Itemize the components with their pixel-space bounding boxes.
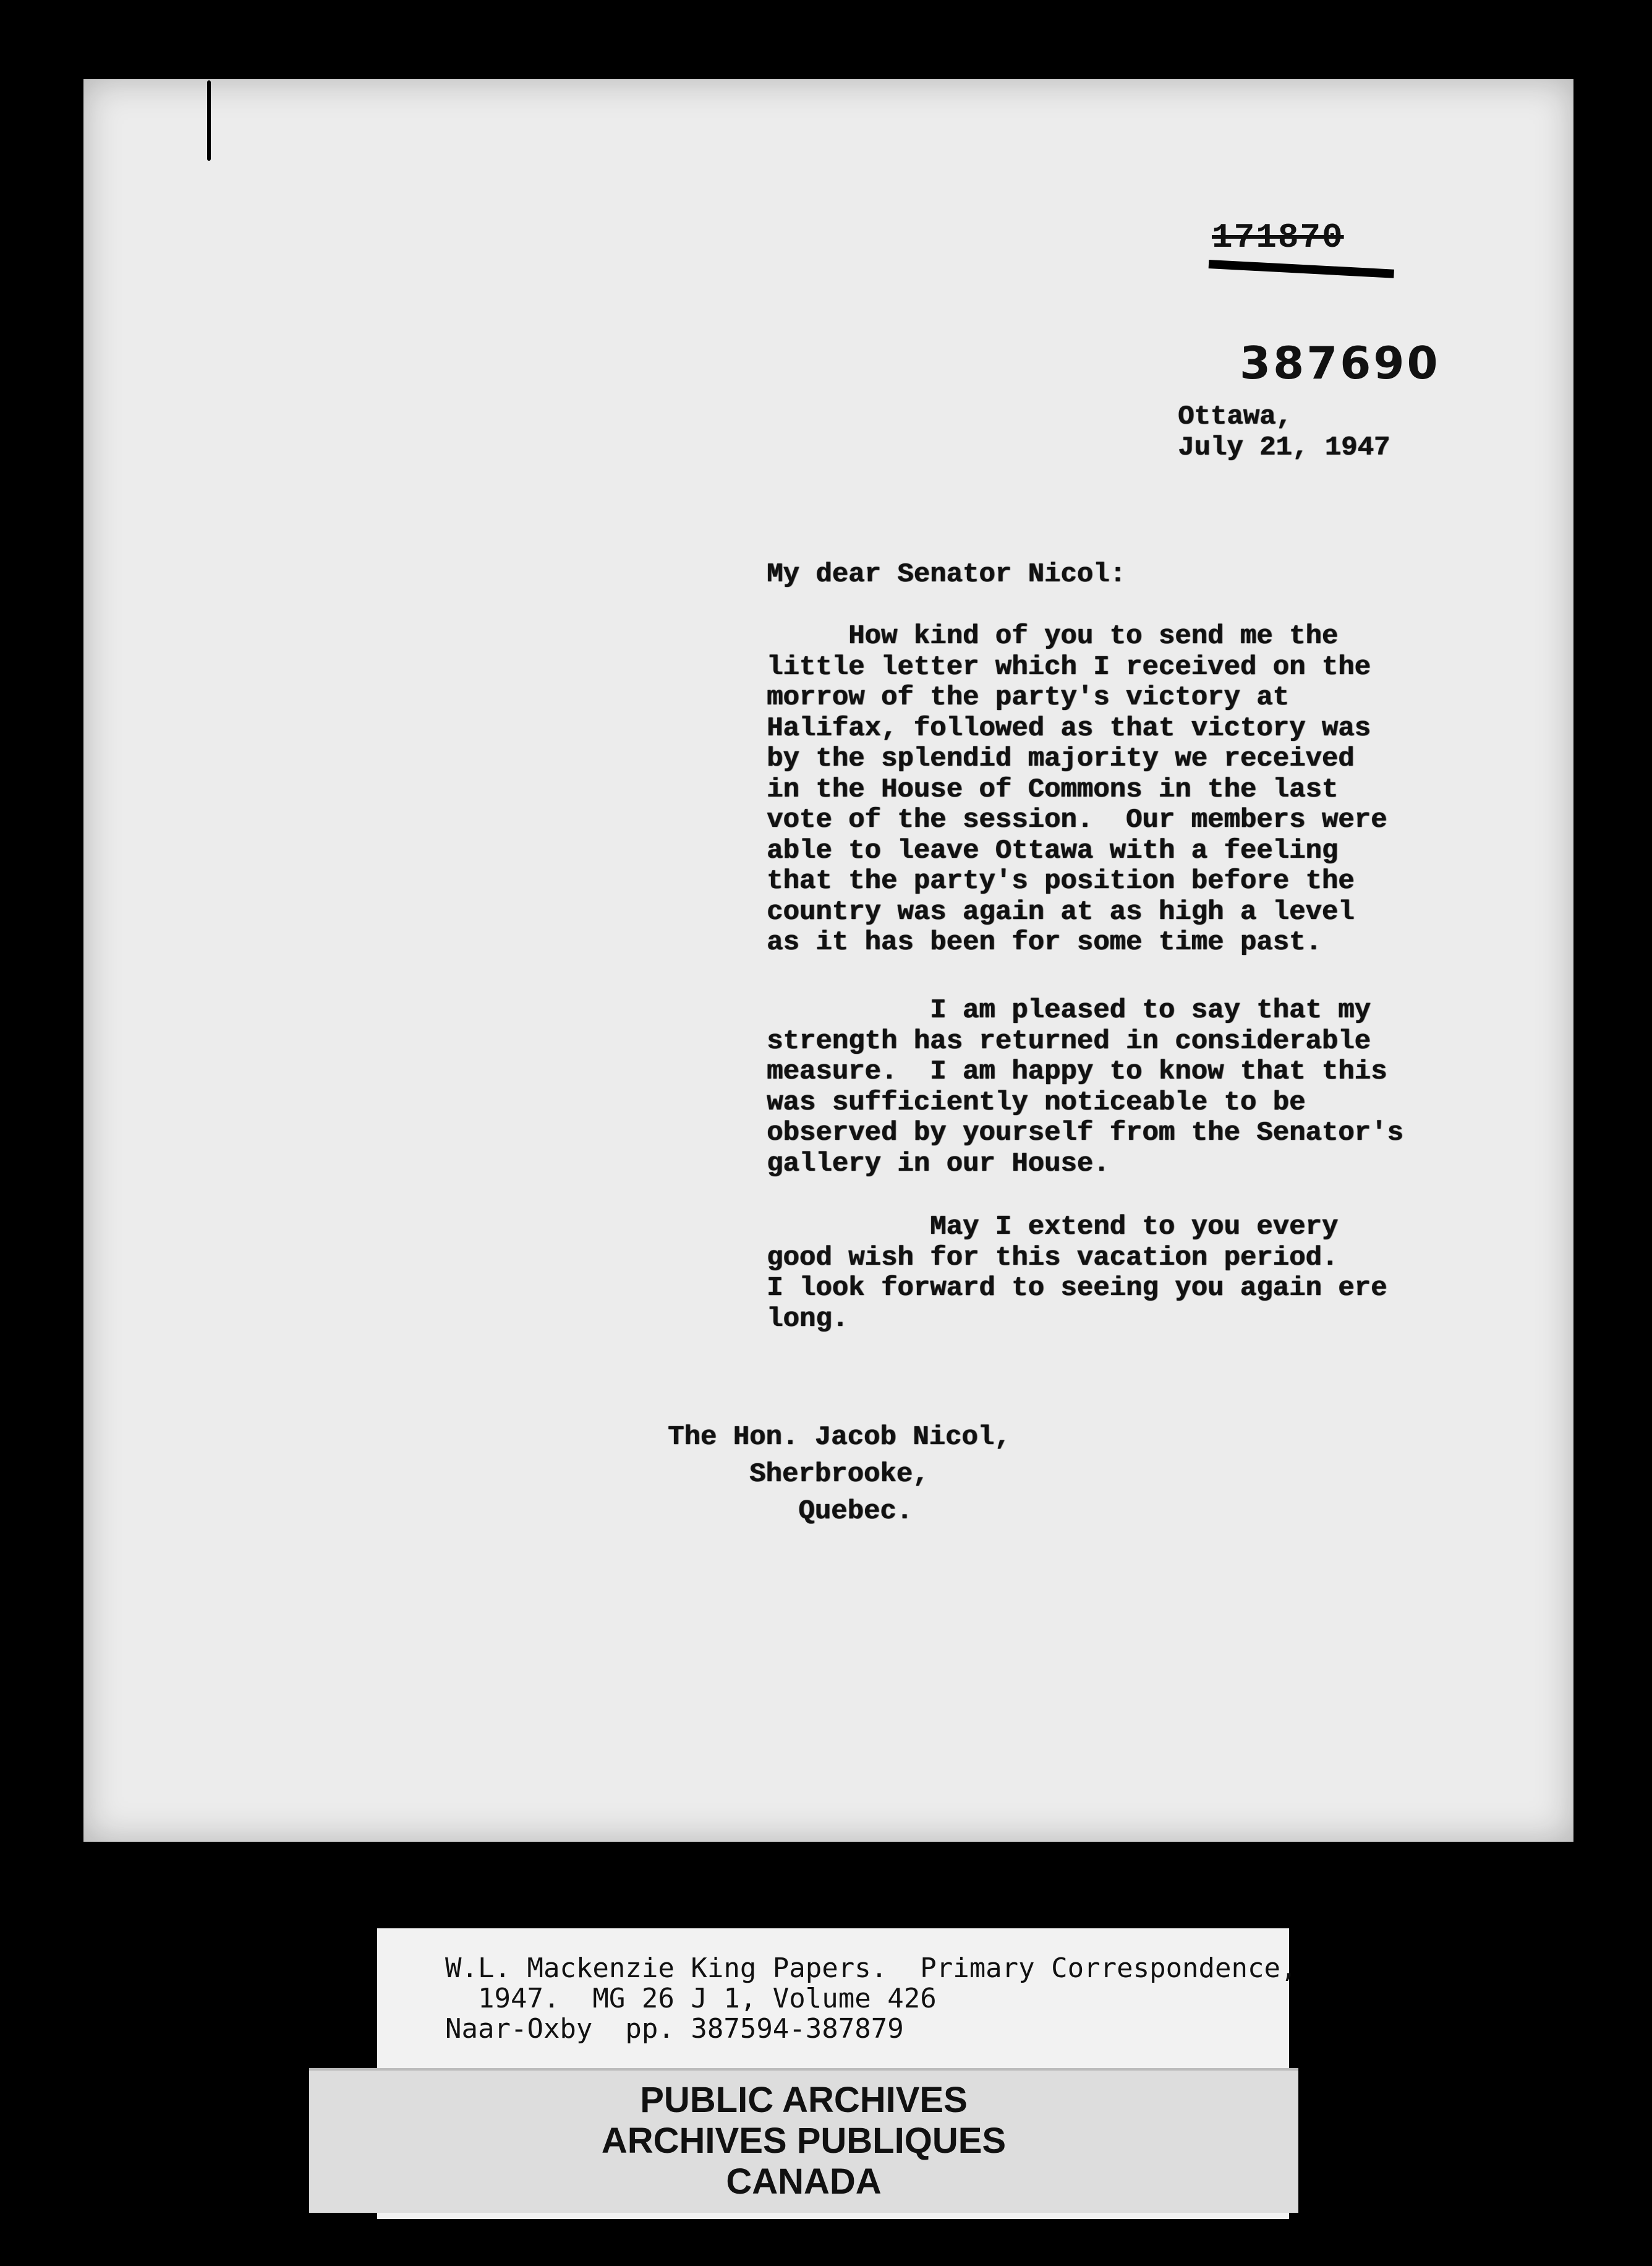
text-line: by the splendid majority we received <box>767 743 1355 774</box>
stamp-line-3: CANADA <box>726 2161 882 2202</box>
stamp-line-2: ARCHIVES PUBLIQUES <box>601 2121 1007 2161</box>
document-number: 387690 <box>1240 337 1441 389</box>
text-line: Quebec. <box>668 1496 913 1527</box>
text-line: Sherbrooke, <box>668 1459 929 1490</box>
text-line: The Hon. Jacob Nicol, <box>668 1422 1011 1453</box>
text-line: Halifax, followed as that victory was <box>767 712 1371 744</box>
text-line: long. <box>767 1303 849 1335</box>
text-line: good wish for this vacation period. <box>767 1242 1339 1273</box>
paper-mark <box>207 80 211 161</box>
text-line: strength has returned in considerable <box>767 1025 1371 1057</box>
text-line: was sufficiently noticeable to be <box>767 1087 1306 1118</box>
text-line: country was again at as high a level <box>767 896 1355 928</box>
text-line: observed by yourself from the Senator's <box>767 1118 1403 1148</box>
struck-old-number: 171870 <box>1212 218 1344 257</box>
text-line: able to leave Ottawa with a feeling <box>767 835 1339 866</box>
text-line: I am pleased to say that my <box>767 995 1371 1026</box>
text-line: little letter which I received on the <box>767 651 1371 683</box>
text-line: How kind of you to send me the <box>767 621 1339 652</box>
date-line: July 21, 1947 <box>1178 432 1390 463</box>
text-line: May I extend to you every <box>767 1212 1339 1242</box>
text-line: measure. I am happy to know that this <box>767 1056 1387 1087</box>
archives-stamp <box>309 2068 1298 2213</box>
text-line: that the party's position before the <box>767 866 1355 897</box>
text-line: in the House of Commons in the last <box>767 774 1339 805</box>
place-line: Ottawa, <box>1178 401 1292 432</box>
text-line: as it has been for some time past. <box>767 927 1322 958</box>
stamp-line-1: PUBLIC ARCHIVES <box>640 2080 968 2120</box>
reference-line-1: W.L. Mackenzie King Papers. Primary Correspondence, <box>445 1952 1297 1984</box>
text-line: gallery in our House. <box>767 1148 1110 1179</box>
salutation: My dear Senator Nicol: <box>767 559 1126 590</box>
text-line: morrow of the party's victory at <box>767 682 1289 713</box>
text-line: I look forward to seeing you again ere <box>767 1273 1387 1304</box>
reference-line-3: Naar-Oxby pp. 387594-387879 <box>445 2013 904 2045</box>
text-line: vote of the session. Our members were <box>767 805 1387 836</box>
reference-line-2: 1947. MG 26 J 1, Volume 426 <box>445 1983 937 2014</box>
